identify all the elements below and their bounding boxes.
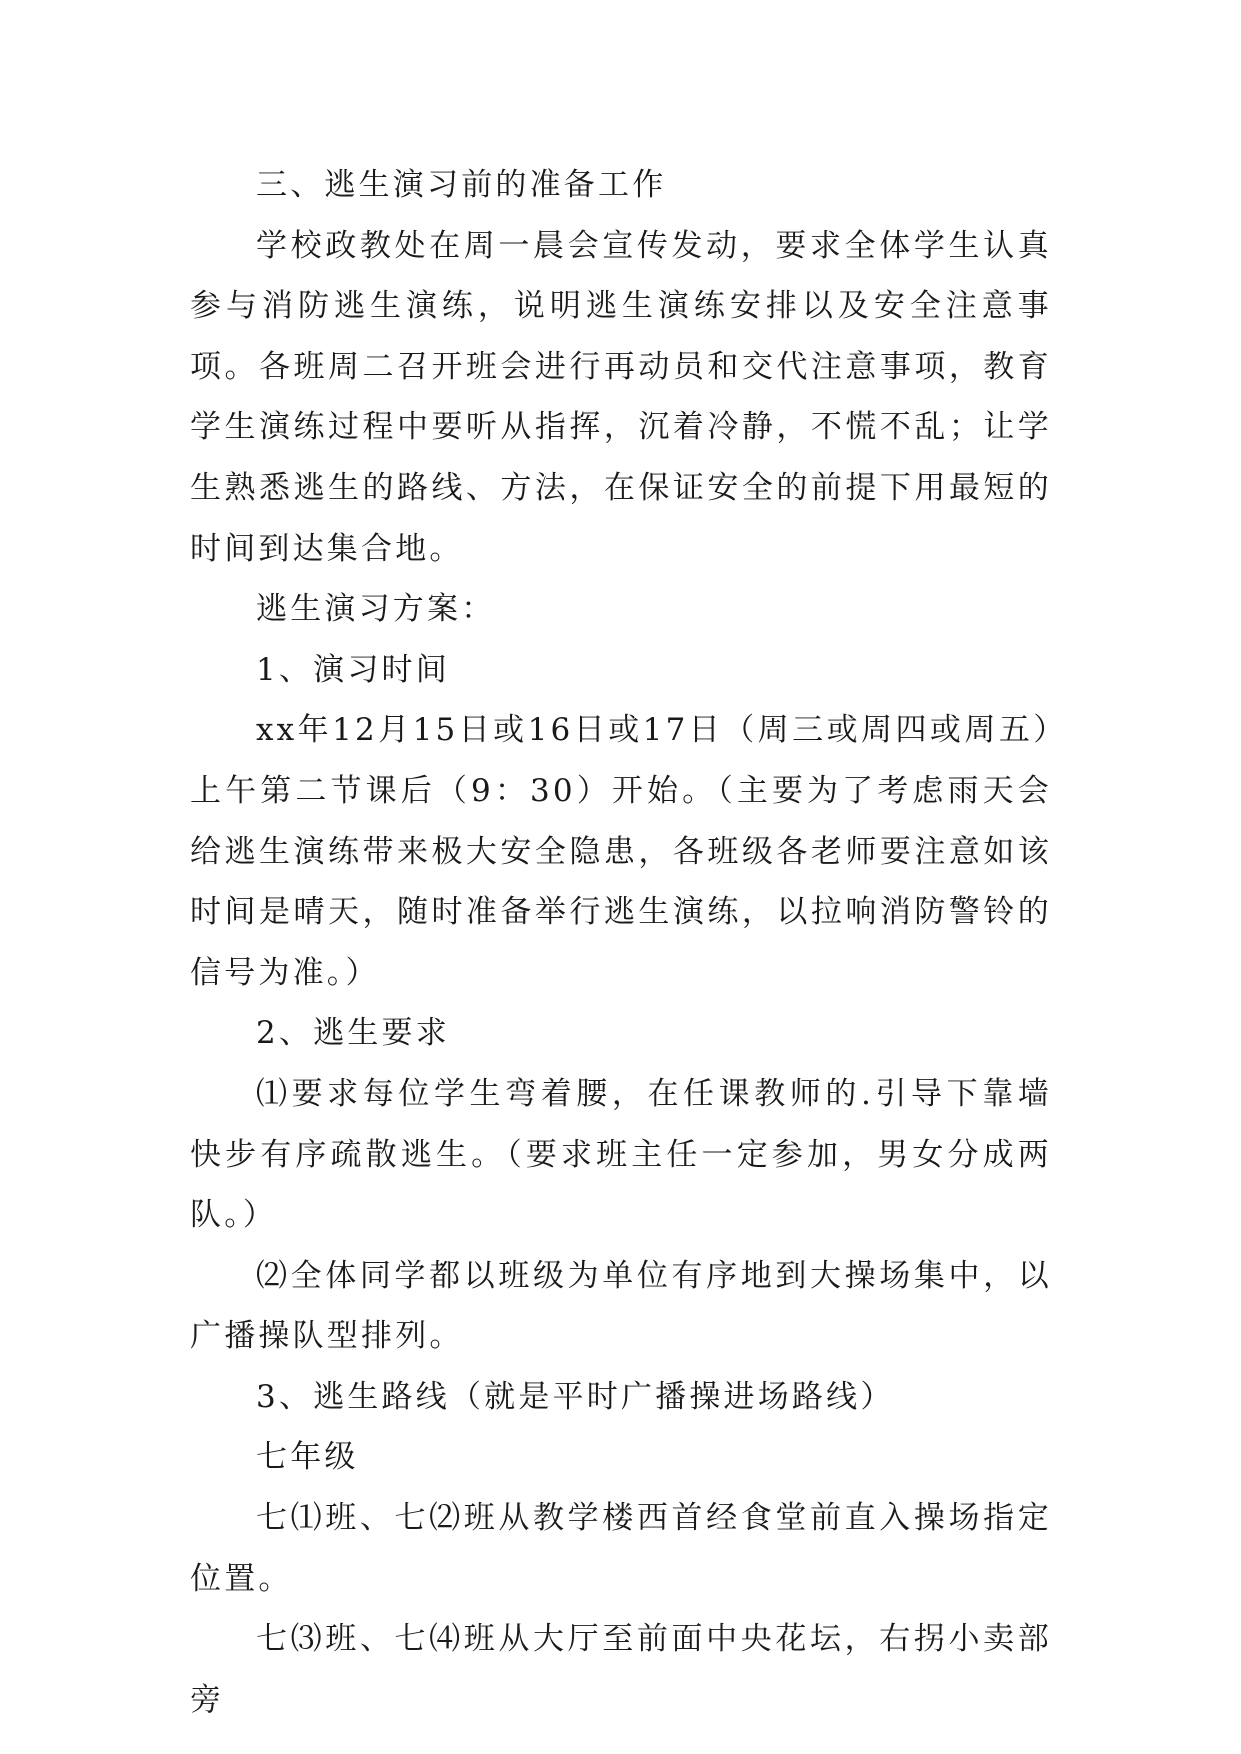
document-body — [190, 155, 1052, 1730]
paragraph-mobilization: 学校政教处在周一晨会宣传发动，要求全体学生认真参与消防逃生演练，说明逃生演练安排以及安全注意事项。各班周二召开班会进行再动员和交代注意事项，教育学生演练过程中要听从指挥，沉着冷静，不慌不乱；让学生熟悉逃生的路线、方法，在保证安全的前提下用最短的时间到达集合地。 — [190, 227, 1052, 567]
paragraph-drill-time: xx年12月15日或16日或17日（周三或周四或周五）上午第二节课后（9：30）开始。（主要为了考虑雨天会给逃生演练带来极大安全隐患，各班级各老师要注意如该时间是晴天，随时准备举行逃生演练，以拉响消防警铃的信号为准。） — [190, 712, 1052, 991]
heading-escape-route: 3、逃生路线（就是平时广播操进场路线） — [256, 1378, 895, 1415]
heading-escape-requirements: 2、逃生要求 — [256, 1015, 450, 1052]
heading-preparation: 三、逃生演习前的准备工作 — [256, 167, 667, 203]
paragraph-route-class-1-2: 七⑴班、七⑵班从教学楼西首经食堂前直入操场指定位置。 — [190, 1500, 1052, 1597]
paragraph-requirement-2: ⑵全体同学都以班级为单位有序地到大操场集中，以广播操队型排列。 — [190, 1257, 1052, 1355]
heading-drill-time: 1、演习时间 — [256, 651, 450, 688]
heading-grade-seven: 七年级 — [256, 1439, 359, 1476]
paragraph-requirement-1: ⑴要求每位学生弯着腰，在任课教师的.引导下靠墙快步有序疏散逃生。（要求班主任一定参加，男女分成两队。） — [190, 1075, 1052, 1234]
heading-drill-plan: 逃生演习方案： — [256, 591, 496, 628]
paragraph-route-class-3-4: 七⑶班、七⑷班从大厅至前面中央花坛，右拐小卖部旁 — [190, 1621, 1052, 1718]
